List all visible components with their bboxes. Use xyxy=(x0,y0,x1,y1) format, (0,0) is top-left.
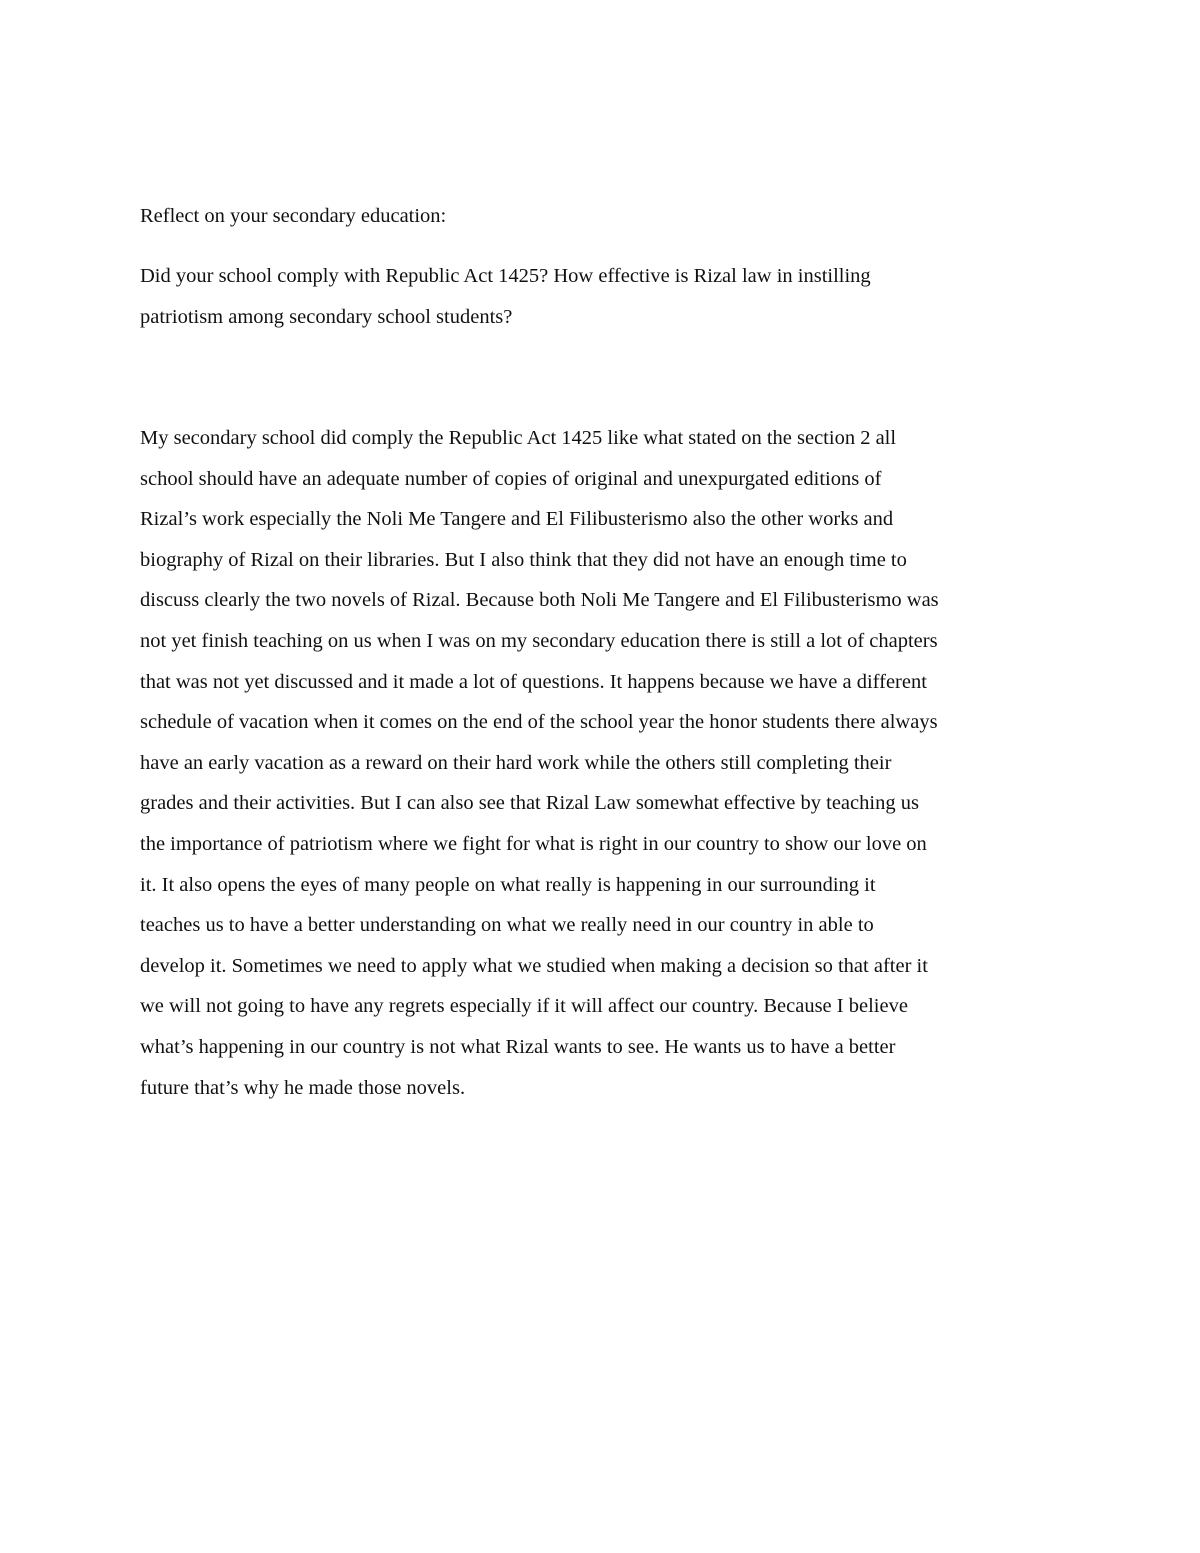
essay-line: future that’s why he made those novels. xyxy=(140,1076,466,1099)
essay-line: the importance of patriotism where we fight for what is right in our country to show our love on xyxy=(140,832,927,855)
essay-line: schedule of vacation when it comes on the end of the school year the honor students there always xyxy=(140,711,938,734)
essay-line: My secondary school did comply the Republic Act 1425 like what stated on the section 2 all xyxy=(140,427,897,449)
question-line: patriotism among secondary school students? xyxy=(140,305,513,328)
essay-line: discuss clearly the two novels of Rizal. Because both Noli Me Tangere and El Filibusterismo was xyxy=(140,589,939,612)
essay-line: develop it. Sometimes we need to apply what we studied when making a decision so that after it xyxy=(140,954,928,977)
essay-line: school should have an adequate number of copies of original and unexpurgated editions of xyxy=(140,467,882,490)
essay-line: what’s happening in our country is not what Rizal wants to see. He wants us to have a better xyxy=(140,1035,896,1058)
essay-body xyxy=(140,418,1070,1108)
essay-line: teaches us to have a better understanding on what we really need in our country in able to xyxy=(140,914,874,937)
prompt-heading-text: Reflect on your secondary education: xyxy=(140,205,447,227)
essay-line: that was not yet discussed and it made a lot of questions. It happens because we have a different xyxy=(140,670,927,693)
essay-line: have an early vacation as a reward on their hard work while the others still completing their xyxy=(140,751,892,774)
prompt-heading xyxy=(140,196,1070,237)
question-line: Did your school comply with Republic Act 1425? How effective is Rizal law in instilling xyxy=(140,265,871,287)
essay-line: Rizal’s work especially the Noli Me Tangere and El Filibusterismo also the other works and xyxy=(140,508,894,531)
essay-line: not yet finish teaching on us when I was on my secondary education there is still a lot of chapters xyxy=(140,629,938,652)
essay-line: it. It also opens the eyes of many people on what really is happening in our surrounding it xyxy=(140,873,876,896)
essay-line: biography of Rizal on their libraries. But I also think that they did not have an enough time to xyxy=(140,548,907,571)
essay-line: grades and their activities. But I can also see that Rizal Law somewhat effective by teaching us xyxy=(140,792,919,815)
essay-line: we will not going to have any regrets especially if it will affect our country. Because I believe xyxy=(140,995,908,1018)
prompt-question xyxy=(140,256,1070,337)
